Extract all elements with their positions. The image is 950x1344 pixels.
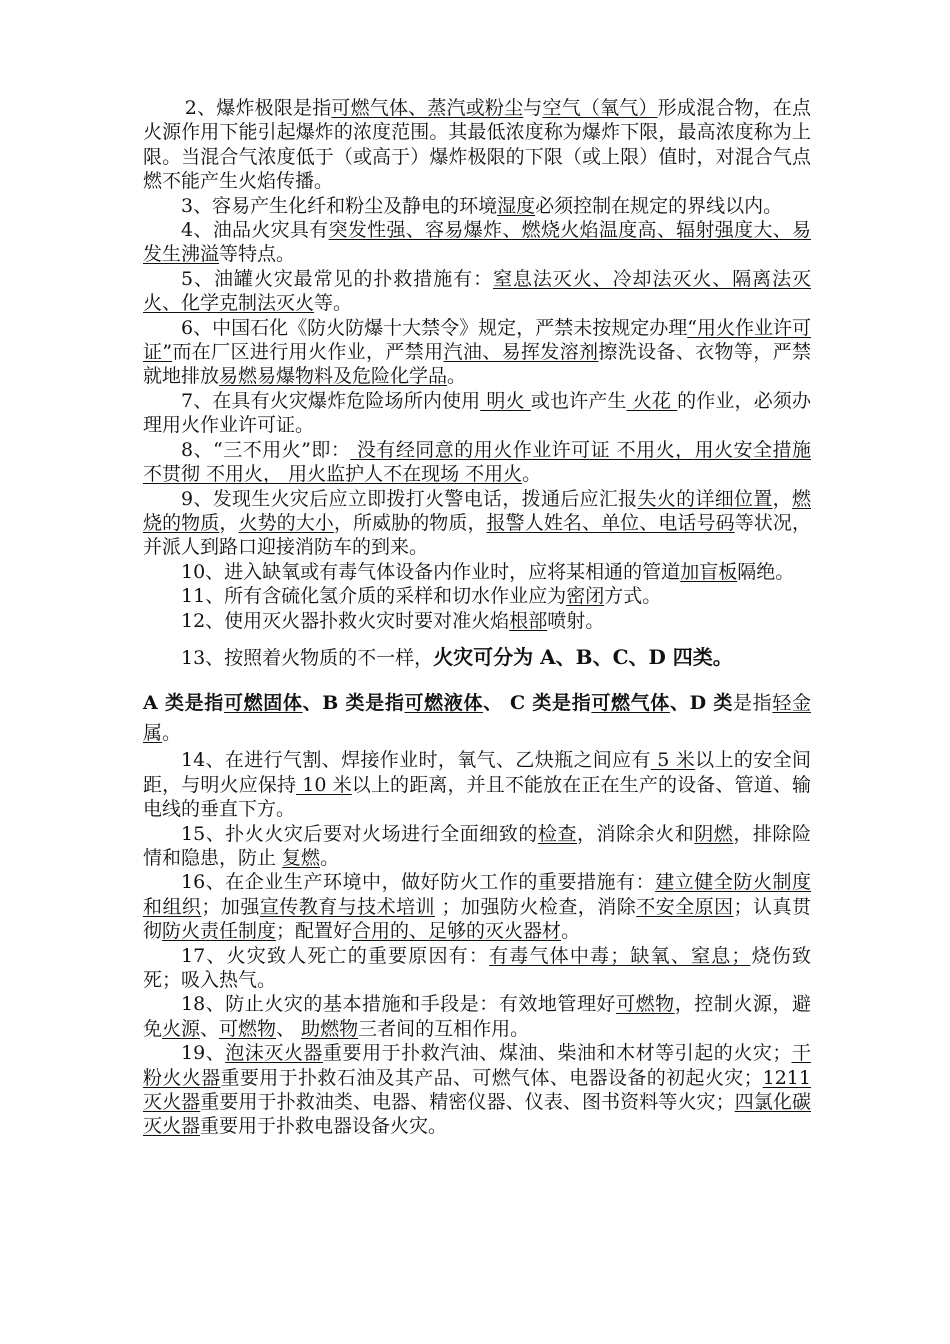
answer-blank: 湿度 (497, 194, 536, 217)
paragraph-16 (143, 870, 811, 943)
text: 11、所有含硫化氢介质的采样和切水作业应为 (181, 585, 567, 608)
answer-blank: 火源 (162, 1017, 201, 1040)
answer-blank: 密闭 (566, 585, 605, 608)
text: 8、“三不用火”即： (181, 438, 351, 461)
answer-blank: 火花 (626, 389, 678, 412)
paragraph-13-classes (143, 688, 811, 748)
text: 重要用于扑救石油及其产品、可燃气体、电器设备的初起火灾； (220, 1066, 763, 1089)
document-page (143, 96, 811, 1139)
paragraph-19 (143, 1041, 811, 1139)
answer-blank: 有毒气体中毒；缺氧、窒息； (489, 944, 751, 967)
text: 等特点。 (219, 243, 296, 266)
answer-blank: 10 米 (296, 773, 352, 796)
text: 隔绝。 (737, 560, 795, 583)
text: 而在厂区进行用火作业，严禁用 (172, 341, 444, 364)
answer-blank: 易燃易爆物料及危险化学品 (219, 365, 448, 388)
answer-blank: 突发性强、容易爆炸、燃烧火焰温度高、辐射强度大、易发生沸溢 (143, 219, 811, 266)
paragraph-5 (143, 267, 811, 316)
paragraph-6 (143, 316, 811, 389)
text: 。 (447, 365, 467, 388)
text: 等。 (314, 292, 353, 315)
bold-text: 、B 类是指 (302, 692, 405, 715)
text: 与 (523, 97, 543, 119)
answer-blank: 可燃气体、蒸汽或粉尘 (331, 97, 524, 119)
text: 。 (561, 920, 581, 943)
answer-blank: 加盲板 (680, 560, 738, 583)
text: 14、在进行气割、焊接作业时，氧气、乙炔瓶之间应有 (181, 749, 651, 772)
text: 、 (200, 1017, 220, 1040)
bold-text: 、 C 类是指 (483, 692, 592, 715)
text: ；认真贯彻 (143, 895, 811, 943)
text: 、 (276, 1017, 302, 1040)
text: 形成混合物，在点火源作用下能引起爆炸的浓度范围。其最低浓度称为爆炸下限，最高浓度称为上限。当混合气浓度低于（或高于）爆炸极限的下限（或上限）值时，对混合气点燃不能产生火焰传播。 (143, 97, 811, 193)
paragraph-15 (143, 822, 811, 871)
answer-blank: 明火 (480, 389, 531, 412)
paragraph-17 (143, 944, 811, 993)
paragraph-9 (143, 487, 811, 560)
text: 。 (522, 463, 542, 486)
text: ，所威胁的物质， (333, 511, 487, 534)
text: 2、爆炸极限是指 (184, 97, 332, 119)
answer-blank: 检查 (537, 822, 577, 845)
text: 10、进入缺氧或有毒气体设备内作业时，应将某相通的管道 (181, 560, 681, 583)
answer-blank: 阴燃 (694, 822, 734, 845)
answer-blank: 汽油、易挥发溶剂 (443, 341, 599, 364)
text: ， (219, 511, 239, 534)
answer-blank: 可燃气体 (591, 692, 670, 715)
answer-blank: 可燃物 (616, 993, 675, 1016)
answer-blank: 可燃物 (219, 1017, 277, 1040)
answer-blank: 没有经同意的用火作业许可证 不用火，用火安全措施不贯彻 不用火， 用火监护人不在现场 不用火 (143, 438, 811, 486)
text: 15、扑火火灾后要对火场进行全面细致的 (181, 822, 538, 845)
text: 17、火灾致人死亡的重要原因有： (181, 944, 490, 967)
text: ，消除余火和 (577, 822, 695, 845)
text: 是指 (733, 692, 773, 715)
answer-blank: 建立健全防火制度和组织 (143, 871, 811, 918)
answer-blank: “用火作业许可证” (143, 316, 811, 364)
text: ；加强 (201, 895, 260, 918)
answer-blank: 窒息法灭火、冷却法灭火、隔离法灭火、化学克制法灭火 (143, 267, 811, 315)
text: 或也许产生 (530, 389, 627, 412)
answer-blank: 报警人姓名、单位、电话号码 (486, 511, 735, 534)
text: 重要用于扑救油类、电器、精密仪器、仪表、图书资料等火灾； (200, 1091, 735, 1114)
answer-blank: 宣传教育与技术培训 (259, 895, 436, 918)
text: 12、使用灭火器扑救火灾时要对准火焰 (181, 609, 510, 632)
text: 。 (162, 722, 182, 745)
bold-text: 火灾可分为 A、B、C、D 四类。 (433, 644, 733, 669)
paragraph-10 (143, 560, 811, 584)
text: 9、发现生火灾后应立即拨打火警电话，拨通后应汇报 (181, 487, 638, 510)
text: 等状况，并派人到路口迎接消防车的到来。 (143, 511, 811, 559)
paragraph-13 (143, 645, 811, 670)
answer-blank: 合用的、足够的灭火器材 (352, 920, 562, 943)
answer-blank: 可燃固体 (223, 692, 303, 715)
paragraph-8 (143, 438, 811, 487)
text: ，控制火源，避免 (143, 993, 811, 1040)
answer-blank: 复燃 (282, 846, 321, 869)
answer-blank: 助燃物 (301, 1017, 359, 1040)
answer-blank: 5 米 (650, 749, 696, 772)
text: 5、油罐火灾最常见的扑救措施有： (181, 267, 494, 290)
text: 喷射。 (547, 609, 605, 632)
answer-blank: 四氯化碳灭火器 (143, 1091, 811, 1138)
text: 方式。 (604, 585, 662, 608)
answer-blank: 空气（氧气） (542, 97, 658, 119)
text: 擦洗设备、衣物等，严禁就地排放 (143, 341, 811, 388)
text: 7、在具有火灾爆炸危险场所内使用 (181, 389, 481, 412)
answer-blank: 干粉火火器 (143, 1042, 811, 1089)
text: ，排除险情和隐患，防止 (143, 822, 811, 869)
bold-text: A 类是指 (143, 692, 224, 715)
answer-blank: 防火责任制度 (162, 920, 277, 943)
text: 。 (320, 846, 340, 869)
text: 19、 (181, 1042, 226, 1065)
answer-blank: 根部 (509, 609, 548, 632)
bold-text: 、D 类 (669, 692, 734, 715)
text: 18、防止火灾的基本措施和手段是：有效地管理好 (181, 993, 617, 1016)
paragraph-11 (143, 584, 811, 608)
text: ， (772, 487, 792, 510)
text: 三者间的互相作用。 (358, 1017, 530, 1040)
paragraph-14 (143, 748, 811, 821)
text: 的作业，必须办理用火作业许可证。 (143, 389, 811, 437)
text: 必须控制在规定的界线以内。 (535, 194, 783, 217)
text: 以上的安全间距，与明火应保持 (143, 749, 811, 796)
paragraph-12 (143, 609, 811, 633)
answer-blank: 轻金属 (143, 692, 811, 745)
answer-blank: 可燃液体 (404, 692, 484, 715)
text: 16、在企业生产环境中，做好防火工作的重要措施有： (181, 871, 656, 894)
text: ；加强防火检查，消除 (435, 895, 637, 918)
text: 以上的距离，并且不能放在正在生产的设备、管道、输电线的垂直下方。 (143, 773, 811, 821)
text: 重要用于扑救电器设备火灾。 (200, 1115, 448, 1138)
text: 重要用于扑救汽油、煤油、柴油和木材等引起的火灾； (322, 1042, 792, 1065)
paragraph-7 (143, 389, 811, 438)
text: 6、中国石化《防火防爆十大禁令》规定，严禁未按规定办理 (181, 316, 688, 339)
text: ；配置好 (276, 920, 353, 943)
text: 13、按照着火物质的不一样， (181, 646, 434, 669)
text: 4、油品火灾具有 (181, 219, 329, 242)
text: 烧伤致死；吸入热气。 (143, 944, 811, 991)
paragraph-2 (143, 96, 811, 194)
paragraph-3 (143, 194, 811, 218)
paragraph-4 (143, 218, 811, 267)
answer-blank: 火势的大小 (238, 511, 334, 534)
answer-blank: 泡沫灭火器 (225, 1042, 323, 1065)
text: 3、容易产生化纤和粉尘及静电的环境 (181, 194, 498, 217)
answer-blank: 1211 灭火器 (143, 1066, 811, 1114)
answer-blank: 失火的详细位置 (637, 487, 773, 510)
answer-blank: 燃烧的物质 (143, 487, 811, 534)
answer-blank: 不安全原因 (636, 895, 734, 918)
paragraph-18 (143, 992, 811, 1041)
